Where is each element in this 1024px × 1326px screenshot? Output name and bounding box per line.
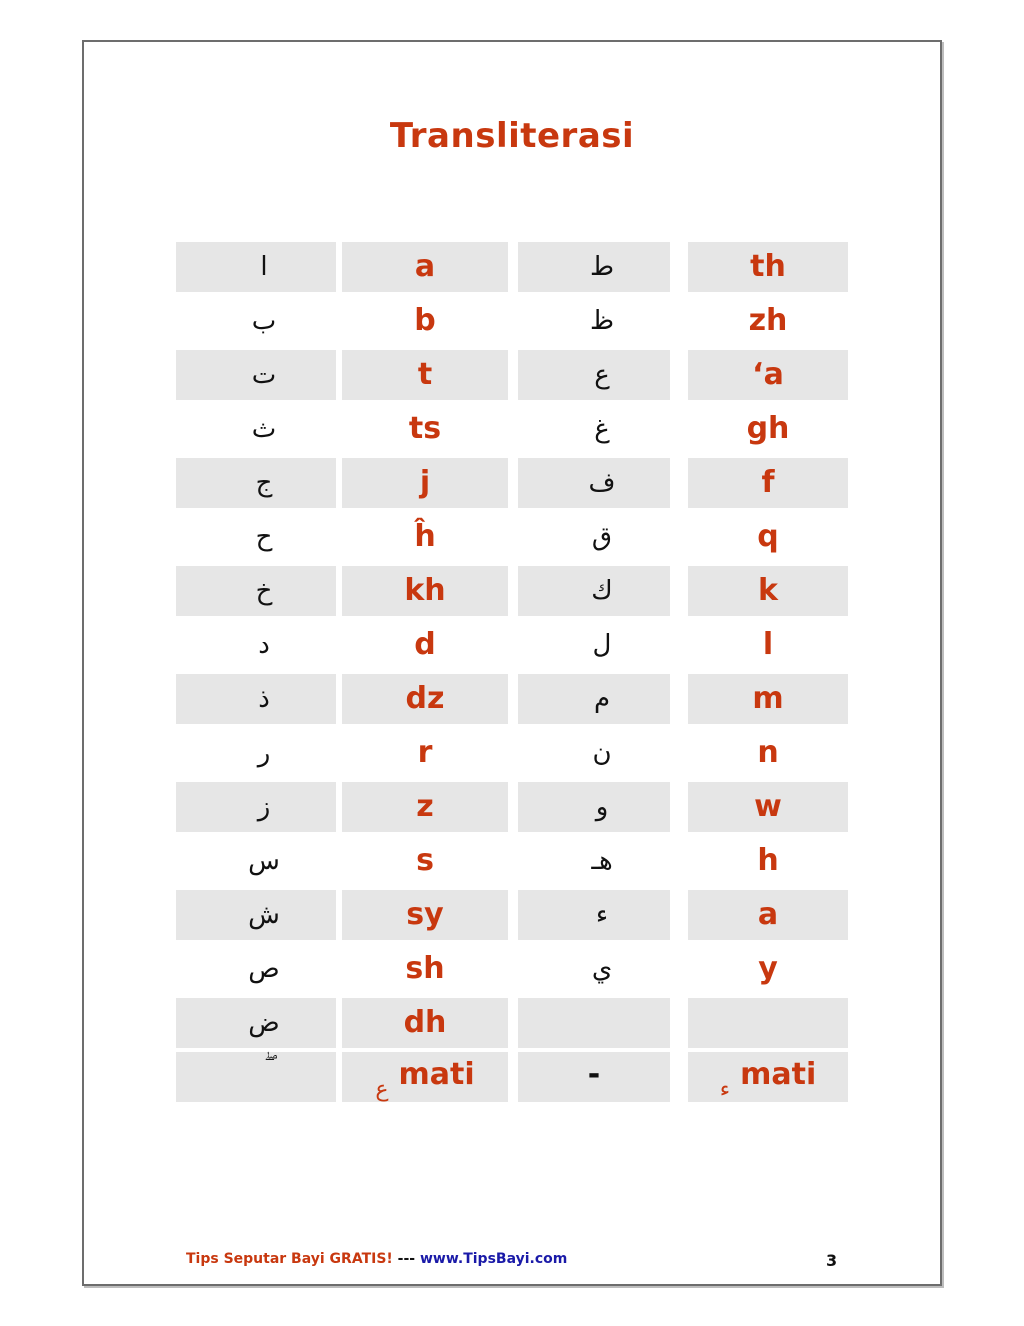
latin-transliteration: b <box>414 303 436 338</box>
arabic-letter: ظ <box>589 306 615 336</box>
arabic-letter: م <box>518 674 670 724</box>
latin-transliteration: y <box>758 951 778 986</box>
footer-tagline: Tips Seputar Bayi GRATIS! <box>186 1251 393 1267</box>
latin-transliteration <box>688 998 848 1048</box>
arabic-letter: ش <box>176 890 336 940</box>
arabic-letter: ي <box>591 954 613 984</box>
hamzah-letter: ء <box>719 1077 731 1102</box>
arabic-letter: ن <box>592 738 612 768</box>
footer-website: www.TipsBayi.com <box>419 1251 568 1267</box>
arabic-letter: غ <box>594 414 610 444</box>
latin-transliteration: s <box>416 843 434 878</box>
latin-transliteration: k <box>688 566 848 616</box>
arabic-letter: ق <box>591 522 613 552</box>
arabic-letter: ء <box>518 890 670 940</box>
table-row <box>176 998 848 1052</box>
arabic-letter: ا <box>176 242 336 292</box>
table-row <box>176 242 848 296</box>
ain-letter: ع <box>375 1077 389 1102</box>
dash-separator: - <box>518 1052 670 1102</box>
latin-transliteration: dh <box>342 998 508 1048</box>
latin-transliteration: kh <box>342 566 508 616</box>
hamzah-mati-cell <box>688 1052 848 1102</box>
table-row-last <box>176 1052 848 1106</box>
arabic-letter: ب <box>251 306 277 336</box>
arabic-letter: خ <box>176 566 336 616</box>
arabic-letter: ذ <box>176 674 336 724</box>
table-row <box>176 350 848 404</box>
table-row <box>176 458 848 512</box>
table-row <box>176 512 848 566</box>
table-row <box>176 890 848 944</box>
arabic-letter: ع <box>518 350 670 400</box>
transliteration-table <box>176 242 848 1106</box>
latin-transliteration: gh <box>746 411 790 446</box>
latin-transliteration: f <box>688 458 848 508</box>
arabic-letter: ف <box>518 458 670 508</box>
sukun-mark <box>176 1052 336 1102</box>
latin-transliteration: h <box>757 843 779 878</box>
arabic-letter: ط <box>518 242 670 292</box>
page-title: Transliterasi <box>389 116 635 156</box>
latin-transliteration: ts <box>408 411 442 446</box>
table-row <box>176 782 848 836</box>
arabic-letter: س <box>248 846 280 876</box>
arabic-letter: ت <box>176 350 336 400</box>
latin-transliteration: w <box>688 782 848 832</box>
arabic-letter <box>518 998 670 1048</box>
latin-transliteration: j <box>342 458 508 508</box>
page-number: 3 <box>826 1251 838 1270</box>
latin-transliteration: n <box>757 735 779 770</box>
latin-transliteration: ĥ <box>414 519 436 554</box>
arabic-letter: د <box>258 630 270 660</box>
arabic-letter: ص <box>248 954 280 984</box>
table-row <box>176 674 848 728</box>
footer-text <box>186 1251 567 1267</box>
latin-transliteration: zh <box>748 303 788 338</box>
latin-transliteration: a <box>688 890 848 940</box>
latin-transliteration: q <box>757 519 779 554</box>
table-row <box>176 620 848 674</box>
latin-transliteration: dz <box>342 674 508 724</box>
arabic-letter: ح <box>255 522 273 552</box>
arabic-letter: ض <box>176 998 336 1048</box>
latin-transliteration: a <box>342 242 508 292</box>
footer-separator: --- <box>392 1251 420 1267</box>
arabic-letter: ر <box>257 738 271 768</box>
ain-mati-cell <box>342 1052 508 1102</box>
latin-transliteration: sh <box>405 951 445 986</box>
table-row <box>176 566 848 620</box>
arabic-letter: ث <box>251 414 277 444</box>
latin-transliteration: sy <box>342 890 508 940</box>
arabic-letter: هـ <box>591 846 613 876</box>
table-row <box>176 836 848 890</box>
latin-transliteration: th <box>688 242 848 292</box>
latin-transliteration: m <box>688 674 848 724</box>
latin-transliteration: ‘a <box>688 350 848 400</box>
table-row <box>176 944 848 998</box>
table-row <box>176 404 848 458</box>
arabic-letter: ل <box>592 630 612 660</box>
latin-transliteration: t <box>342 350 508 400</box>
mati-label: mati <box>740 1057 817 1092</box>
arabic-letter: ج <box>176 458 336 508</box>
arabic-letter: و <box>518 782 670 832</box>
arabic-letter: ز <box>176 782 336 832</box>
table-row <box>176 296 848 350</box>
latin-transliteration: r <box>417 735 433 770</box>
latin-transliteration: z <box>342 782 508 832</box>
latin-transliteration: d <box>414 627 436 662</box>
latin-transliteration: l <box>762 627 774 662</box>
table-row <box>176 728 848 782</box>
mati-label: mati <box>398 1057 475 1092</box>
arabic-letter: ك <box>518 566 670 616</box>
